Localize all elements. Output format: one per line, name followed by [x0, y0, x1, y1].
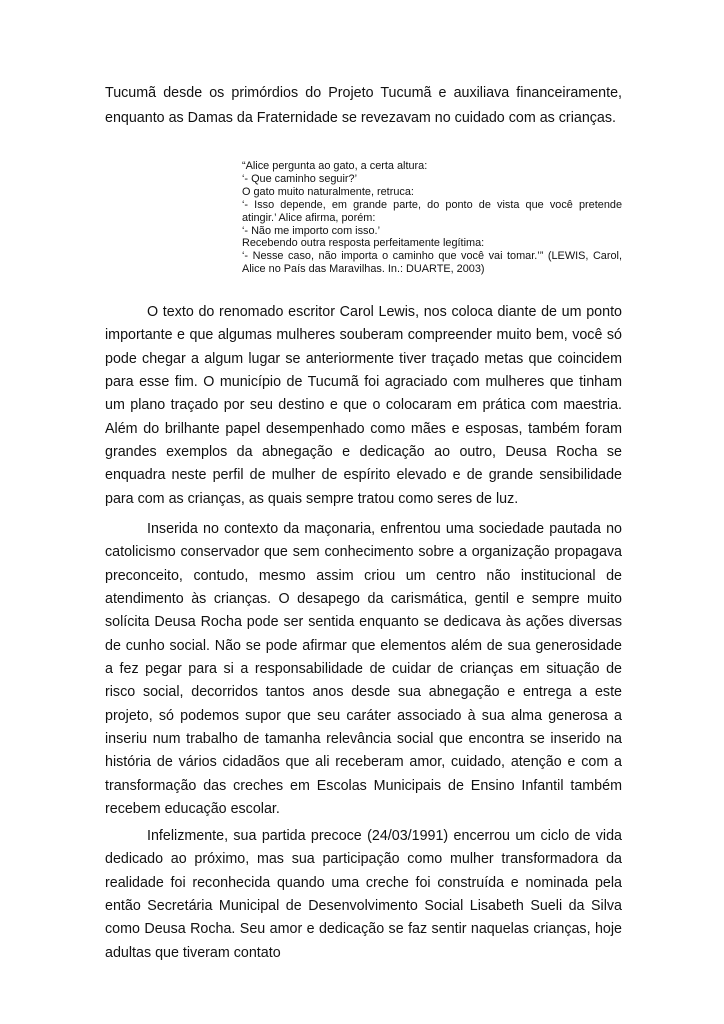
opening-paragraph: Tucumã desde os primórdios do Projeto Tucumã e auxiliava financeiramente, enquanto as Damas da Fraternidade se revezavam no cuidado com as crianças.	[105, 85, 622, 126]
body-paragraph: Infelizmente, sua partida precoce (24/03/1991) encerrou um ciclo de vida dedicado ao próximo, mas sua participação como mulher transformadora da realidade foi reconhecida quando uma creche foi construída e nominada pela então Secretária Municipal de Desenvolvimento Social Lisabeth Sueli da Silva como Deusa Rocha. Seu amor e dedicação se faz sentir naquelas crianças, hoje adultas que tiveram contato	[105, 828, 622, 961]
quote-line: ‘- Que caminho seguir?’	[242, 172, 358, 185]
body-paragraph: Inserida no contexto da maçonaria, enfrentou uma sociedade pautada no catolicismo conservador que sem conhecimento sobre a organização propagava preconceito, contudo, mesmo assim criou um centro não institucional de atendimento às crianças. O desapego da carismática, gentil e sempre muito solícita Deusa Rocha pode ser sentida enquanto se dedicava às ações diversas de cunho social. Não se pode afirmar que elementos além de sua generosidade a fez pegar para si a responsabilidade de cuidar de crianças em situação de risco social, decorridos tantos anos desde sua abnegação e entrega a este projeto, só podemos supor que seu caráter associado à sua alma generosa a inseriu num trabalho de tamanha relevância social que encontra se inserido na história de vários cidadãos que ali receberam amor, cuidado, atenção e com a transformação das creches em Escolas Municipais de Ensino Infantil também recebem educação escolar.	[105, 521, 622, 818]
quote-line: ‘- Não me importo com isso.’	[242, 224, 380, 237]
quote-line: “Alice pergunta ao gato, a certa altura:	[242, 160, 428, 172]
quote-line: O gato muito naturalmente, retruca:	[242, 185, 414, 198]
body-paragraph: O texto do renomado escritor Carol Lewis, nos coloca diante de um ponto importante e que algumas mulheres souberam compreender muito bem, você só pode chegar a algum lugar se anteriormente tiver traçado metas que coincidem para esse fim. O município de Tucumã foi agraciado com mulheres que tinham um plano traçado por seu destino e que o colocaram em prática com maestria. Além do brilhante papel desempenhado como mães e esposas, também foram grandes exemplos da abnegação e dedicação ao outro, Deusa Rocha se enquadra neste perfil de mulher de espírito elevado e de grande sensibilidade para com as crianças, as quais sempre tratou como seres de luz.	[105, 304, 622, 507]
quote-line: Recebendo outra resposta perfeitamente legítima:	[242, 237, 485, 250]
block-quote	[242, 160, 622, 276]
quote-line: ‘- Nesse caso, não importa o caminho que você vai tomar.’” (LEWIS, Carol, Alice no País das Maravilhas. In.: DUARTE, 2003)	[242, 250, 622, 276]
quote-line: ‘- Isso depende, em grande parte, do ponto de vista que você pretende atingir.’ Alice afirma, porém:	[242, 198, 622, 224]
